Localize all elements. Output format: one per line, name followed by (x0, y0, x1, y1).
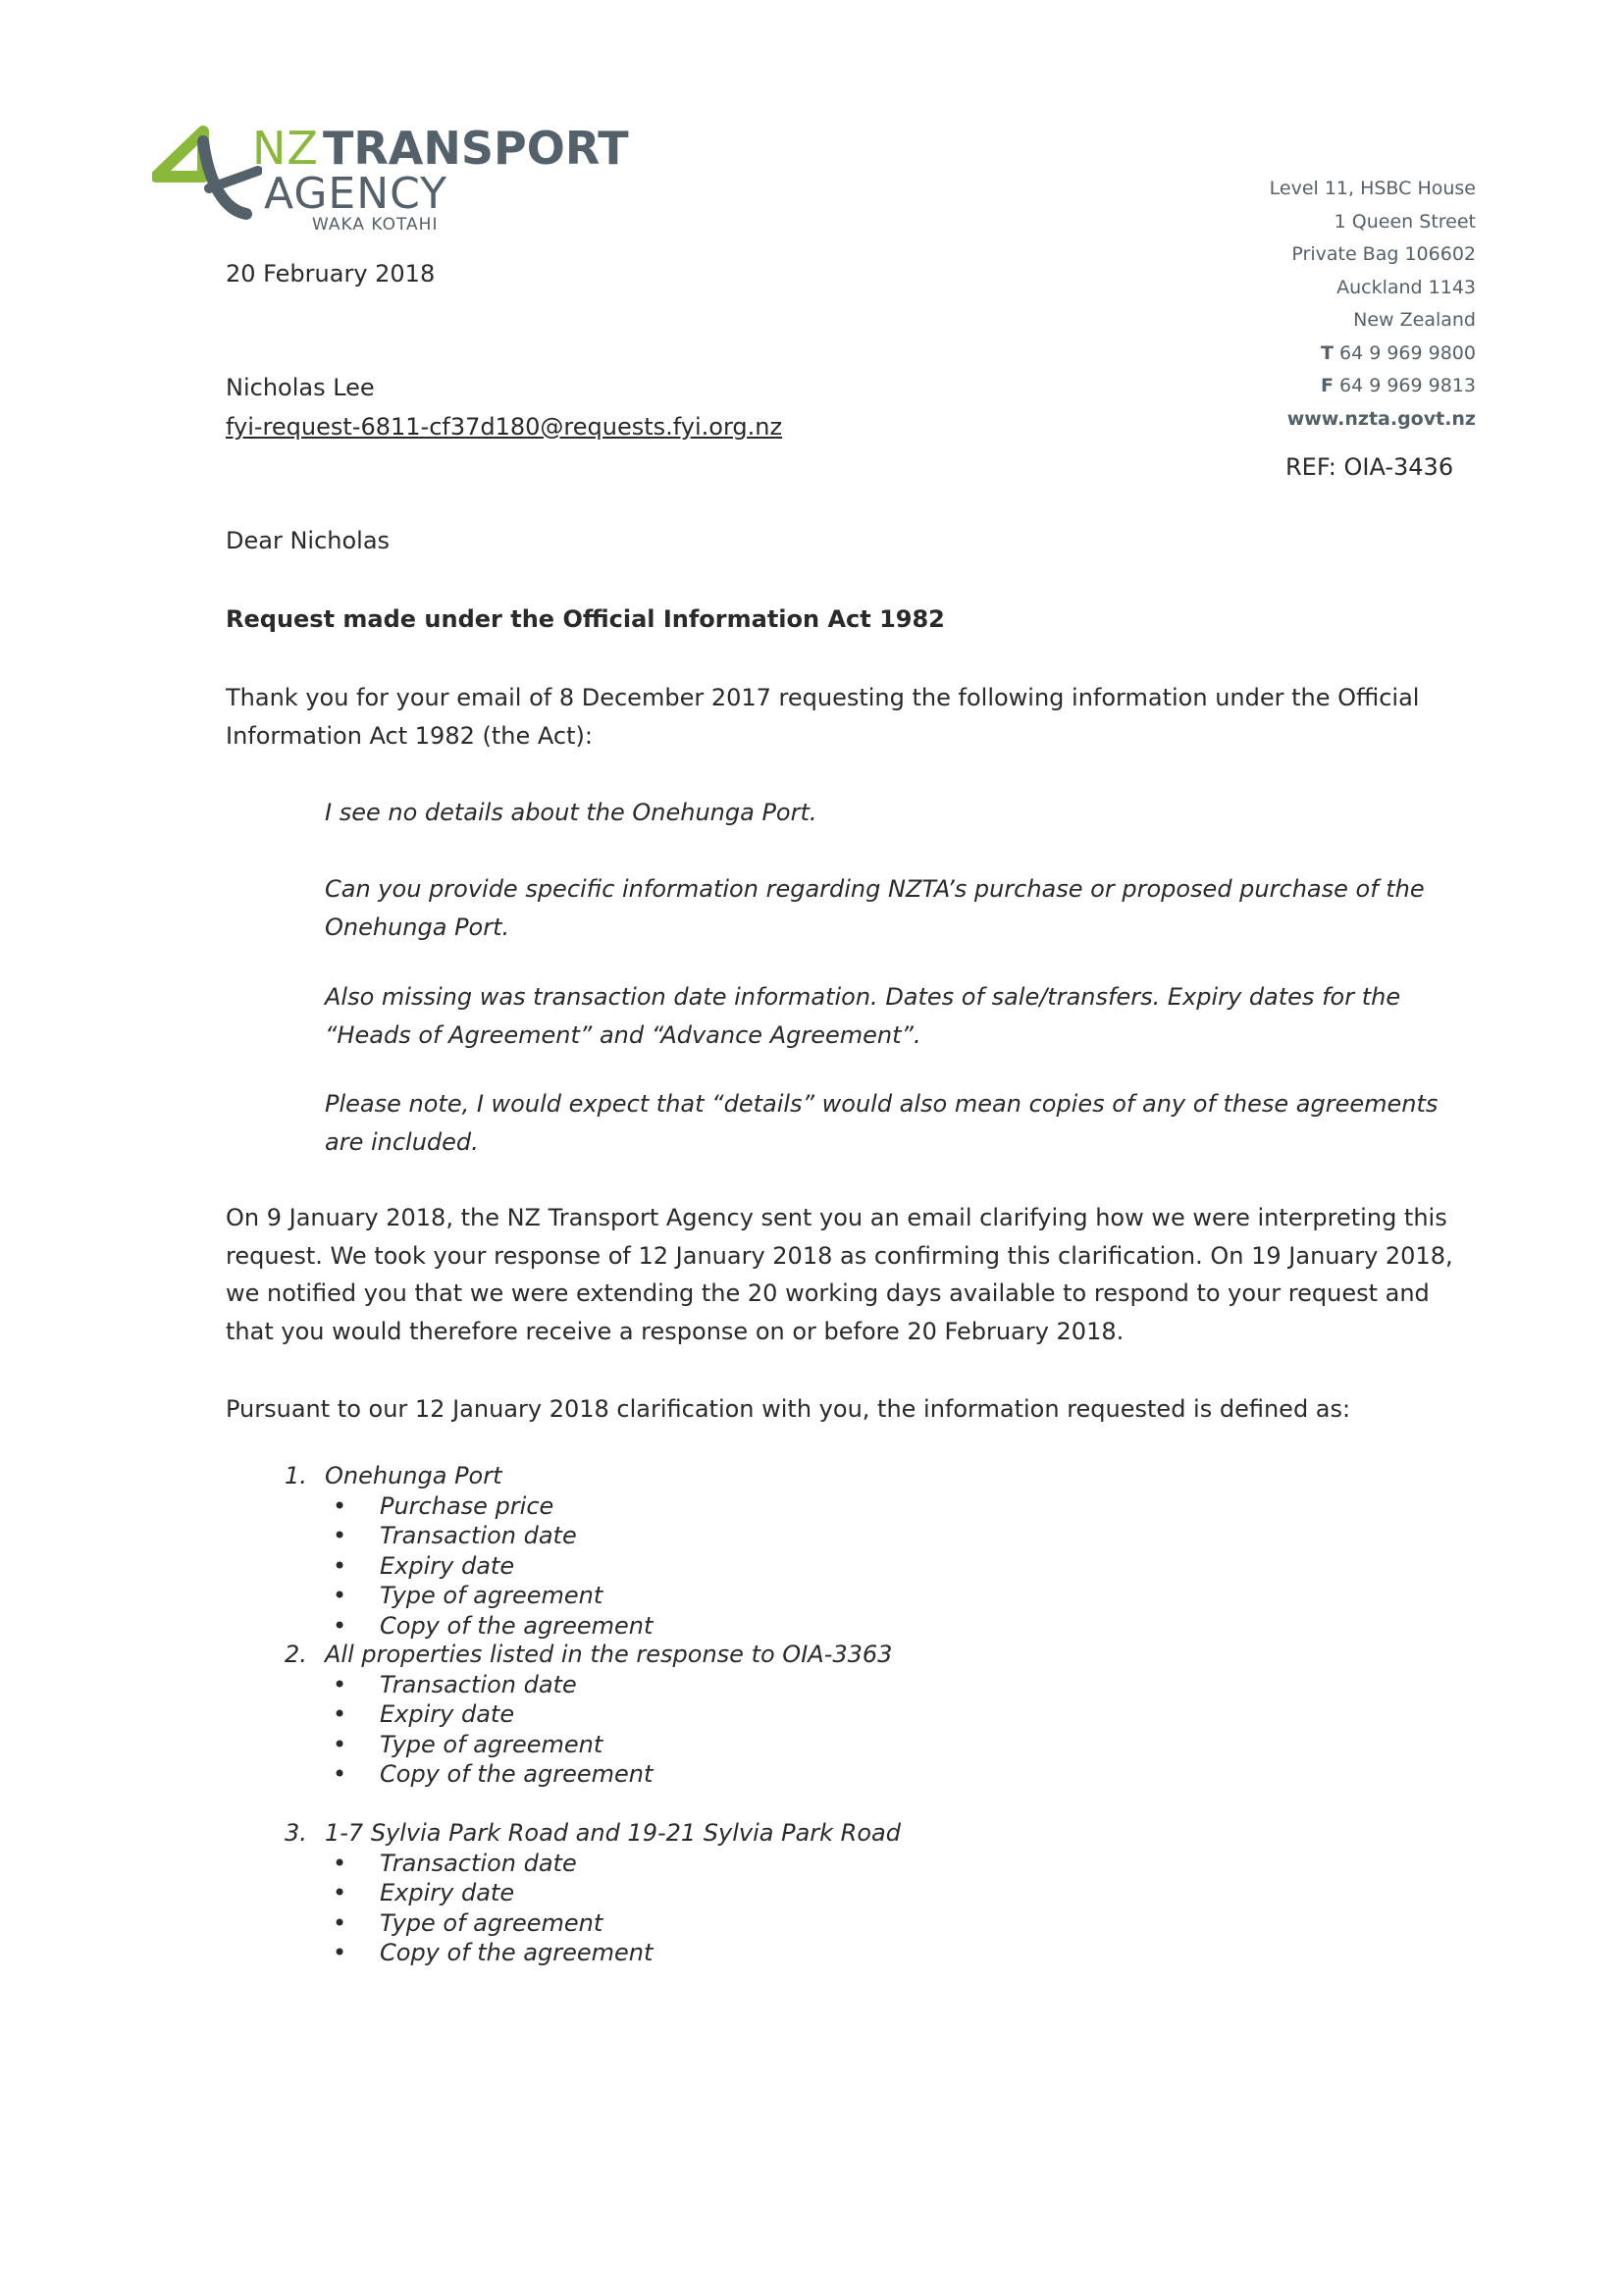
sub-list-item: • Type of agreement (333, 1582, 603, 1610)
bullet-icon: • (333, 1849, 347, 1877)
bullet-icon: • (333, 1491, 347, 1520)
list-item-title (285, 1818, 901, 1849)
list-title: Onehunga Port (325, 1462, 502, 1489)
bullet-icon: • (333, 1582, 347, 1610)
bullet-icon: • (333, 1908, 347, 1937)
sub-list-item: • Expiry date (333, 1700, 515, 1729)
bullet-icon: • (333, 1939, 347, 1967)
request-list-item (285, 1640, 892, 1790)
request-list-item (285, 1461, 653, 1642)
recipient-name: Nicholas Lee (226, 374, 375, 401)
quoted-request: Also missing was transaction date information. Dates of sale/transfers. Expiry dates for the “Heads of Agreement” and “Advance Agreement”. (325, 983, 1401, 1049)
bullet-icon: • (333, 1551, 347, 1580)
list-number: 3. (285, 1819, 307, 1847)
sub-list-item: • Transaction date (333, 1522, 577, 1550)
logo-agency-text: AGENCY (264, 169, 447, 219)
phone-label: T (1320, 341, 1334, 364)
sub-list-item: • Purchase price (333, 1491, 554, 1520)
fax-number: 64 9 969 9813 (1338, 375, 1476, 396)
recipient-email-link[interactable]: fyi-request-6811-cf37d180@requests.fyi.org.nz (226, 413, 783, 441)
nzta-logo (152, 122, 629, 235)
bullet-icon: • (333, 1522, 347, 1550)
sub-list-item: • Type of agreement (333, 1908, 603, 1937)
logo-transport-text: TRANSPORT (323, 122, 629, 175)
sub-list-item: • Type of agreement (333, 1730, 603, 1758)
reference-number: REF: OIA-3436 (1285, 453, 1454, 481)
sender-address (1270, 173, 1476, 436)
letter-date: 20 February 2018 (226, 260, 436, 287)
logo-waka-kotahi-text: WAKA KOTAHI (312, 215, 439, 235)
bullet-icon: • (333, 1700, 347, 1729)
sub-list-item: • Copy of the agreement (333, 1611, 654, 1640)
sub-list (285, 1670, 892, 1790)
address-line: Level 11, HSBC House (1269, 178, 1476, 199)
list-item-title (285, 1640, 892, 1670)
bullet-icon: • (333, 1879, 347, 1907)
logo-nz-text: NZ (252, 122, 319, 175)
address-line: New Zealand (1353, 309, 1476, 331)
sub-list-item: • Expiry date (333, 1551, 515, 1580)
request-list-item (285, 1818, 901, 1968)
website-link[interactable]: www.nzta.govt.nz (1286, 407, 1476, 430)
intro-paragraph: Thank you for your email of 8 December 2017 requesting the following information under the Official Information Act 1982 (the Act): (226, 684, 1420, 750)
sub-list (285, 1849, 901, 1968)
quoted-request: Can you provide specific information regarding NZTA’s purchase or proposed purchase of the Onehunga Port. (325, 875, 1425, 941)
sub-list-item: • Expiry date (333, 1879, 515, 1907)
sub-list (285, 1491, 653, 1642)
sub-list-item: • Transaction date (333, 1849, 577, 1877)
definition-paragraph: Pursuant to our 12 January 2018 clarification with you, the information requested is defined as: (226, 1395, 1351, 1423)
bullet-icon: • (333, 1670, 347, 1698)
list-item-title (285, 1461, 653, 1491)
salutation: Dear Nicholas (226, 527, 391, 554)
list-title: 1-7 Sylvia Park Road and 19-21 Sylvia Park Road (325, 1819, 901, 1847)
fax-label: F (1320, 375, 1334, 396)
subject-heading: Request made under the Official Information Act 1982 (226, 605, 945, 633)
sub-list-item: • Transaction date (333, 1670, 577, 1698)
address-line: Private Bag 106602 (1291, 243, 1476, 265)
phone-line (1270, 338, 1476, 371)
list-number: 2. (285, 1641, 307, 1668)
fax-line (1270, 370, 1476, 403)
sub-list-item: • Copy of the agreement (333, 1760, 654, 1789)
nzta-logo-mark-icon (152, 126, 262, 228)
bullet-icon: • (333, 1730, 347, 1758)
list-title: All properties listed in the response to OIA-3363 (325, 1641, 893, 1668)
phone-number: 64 9 969 9800 (1338, 341, 1476, 364)
list-number: 1. (285, 1462, 307, 1489)
sub-list-item: • Copy of the agreement (333, 1939, 654, 1967)
address-line: Auckland 1143 (1336, 276, 1476, 298)
bullet-icon: • (333, 1760, 347, 1789)
quoted-request: I see no details about the Onehunga Port. (325, 799, 817, 826)
quoted-request: Please note, I would expect that “details” would also mean copies of any of these agreements are included. (325, 1090, 1439, 1156)
bullet-icon: • (333, 1611, 347, 1640)
clarification-paragraph: On 9 January 2018, the NZ Transport Agency sent you an email clarifying how we were interpreting this request. We took your response of 12 January 2018 as confirming this clarification. On 19 January 2018, we notified you that we were extending the 20 working days available to respond to your request and that you would therefore receive a response on or before 20 February 2018. (226, 1204, 1453, 1345)
address-line: 1 Queen Street (1334, 210, 1476, 233)
